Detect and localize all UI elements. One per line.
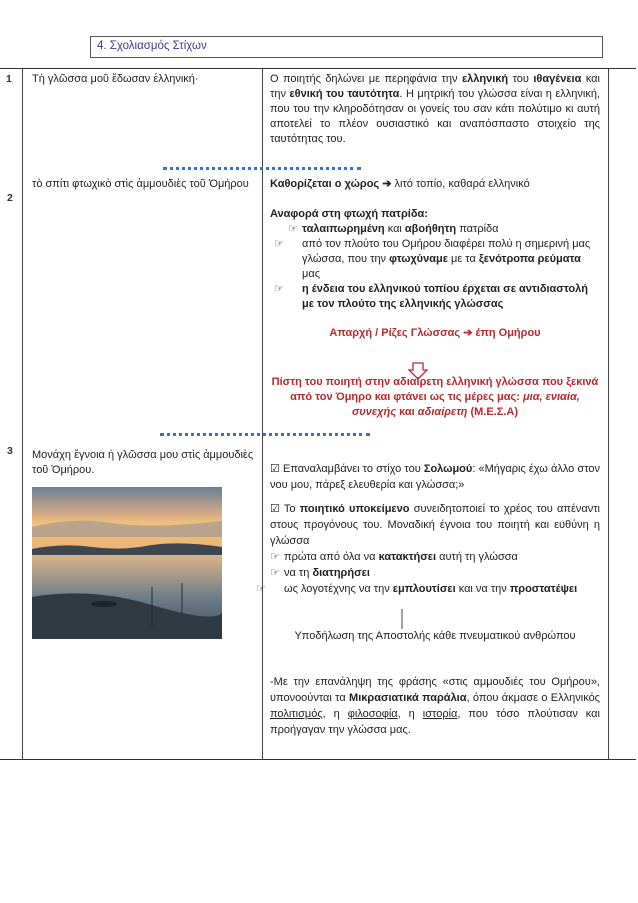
row-number: 2 bbox=[7, 192, 13, 204]
pointing-hand-icon: ☞ bbox=[274, 283, 284, 295]
pointing-hand-icon: ☞ bbox=[288, 223, 298, 235]
section-title-box bbox=[90, 36, 603, 58]
arrow-icon: ➔ bbox=[463, 327, 473, 339]
pointing-hand-icon: ☞ bbox=[270, 567, 280, 579]
verse-text: Τὴ γλῶσσα μοῦ ἔδωσαν ἑλληνική· bbox=[32, 73, 199, 85]
pointing-hand-icon: ☞ bbox=[270, 551, 280, 563]
commentary-paragraph: Ο ποιητής δηλώνει με περηφάνια την ελληνική του ιθαγένεια και την εθνική του ταυτότητα. Η μητρική του γλώσσα είναι η ελληνική, που του την κληροδότησαν οι γονείς του σαν κάτι πολύτιμο κι αυτή αποτελεί το πλέον ουσιαστικό και αναπόσπαστο στοιχείο της ταυτότητας του. bbox=[270, 73, 600, 145]
verse-text: Μονάχη ἔγνοια ἡ γλῶσσα μου στὶς ἀμμουδιὲς τοῦ Ὁμήρου. bbox=[32, 449, 254, 476]
pointing-hand-icon: ☞ bbox=[256, 583, 266, 595]
faith-statement: Πίστη του ποιητή στην αδιαίρετη ελληνική γλώσσα που ξεκινά από τον Όμηρο και φτάνει ως τις μέρες μας: μια, ενιαία, συνεχής και αδιαίρετη (Μ.Ε.Σ.Α) bbox=[271, 376, 599, 418]
row-number: 1 bbox=[6, 73, 12, 85]
arrow-icon: ➔ bbox=[382, 178, 392, 190]
dotted-separator bbox=[160, 433, 370, 436]
verse-commentary-table bbox=[0, 68, 636, 760]
checked-box-icon: ☑ bbox=[270, 503, 280, 515]
row-number: 3 bbox=[7, 445, 13, 457]
dotted-separator bbox=[163, 167, 361, 170]
section-title: 4. Σχολιασμός Στίχων bbox=[97, 40, 207, 52]
column-divider bbox=[608, 69, 609, 759]
column-divider bbox=[262, 69, 263, 759]
commentary-block: Καθορίζεται ο χώρος ➔ λιτό τοπίο, καθαρά ελληνικό Αναφορά στη φτωχή πατρίδα: ☞ ταλαιπωρημένη και αβοήθητη πατρίδα ☞ από τον πλούτο του Ομήρου διαφέρει πολύ η σημερινή μας γλώσσα, που την φτωχύναμε με τα ξενότροπα ρεύματα μας ☞ η ένδεια του ελληνικού τοπίου έρχεται σε αντιδιαστολή με τον πλούτο της ελληνικής γλώσσας Απαρχή / Ρίζες Γλώσσας ➔ έπη Ομήρου bbox=[270, 178, 591, 339]
column-divider bbox=[22, 69, 23, 759]
pointing-hand-icon: ☞ bbox=[274, 238, 284, 250]
commentary-block: ☑ Επαναλαμβάνει το στίχο του Σολωμού: «Μήγαρις έχω άλλο στον νου μου, πάρεξ ελευθερία και γλώσσα;» ☑ Το ποιητικό υποκείμενο συνειδητοποιεί το χρέος του απέναντι στους προγόνους του. Μοναδική έγνοια του ποιητή και ευθύνη η γλώσσα ☞ πρώτα από όλα να κατακτήσει αυτή τη γλώσσα ☞ να τη διατηρήσει ☞ ως λογοτέχνης να την εμπλουτίσει και να την προστατέψει bbox=[256, 463, 601, 595]
checked-box-icon: ☑ bbox=[270, 463, 280, 475]
sunset-beach-photo bbox=[32, 487, 222, 639]
mission-note: Υποδήλωση της Αποστολής κάθε πνευματικού ανθρώπου bbox=[294, 630, 576, 642]
connector-line bbox=[395, 609, 409, 629]
verse-text: τὸ σπίτι φτωχικὸ στὶς ἀμμουδιὲς τοῦ Ὁμήρου bbox=[32, 178, 249, 190]
commentary-paragraph: -Με την επανάληψη της φράσης «στις αμμουδιές του Ομήρου», υπονοούνται τα Μικρασιατικά παράλια, όπου άκμασε ο Ελληνικός πολιτισμός, η φιλοσοφία, η ιστορία, που τόσο πλούτισαν και προήγαγαν την γλώσσα μας. bbox=[270, 676, 600, 736]
